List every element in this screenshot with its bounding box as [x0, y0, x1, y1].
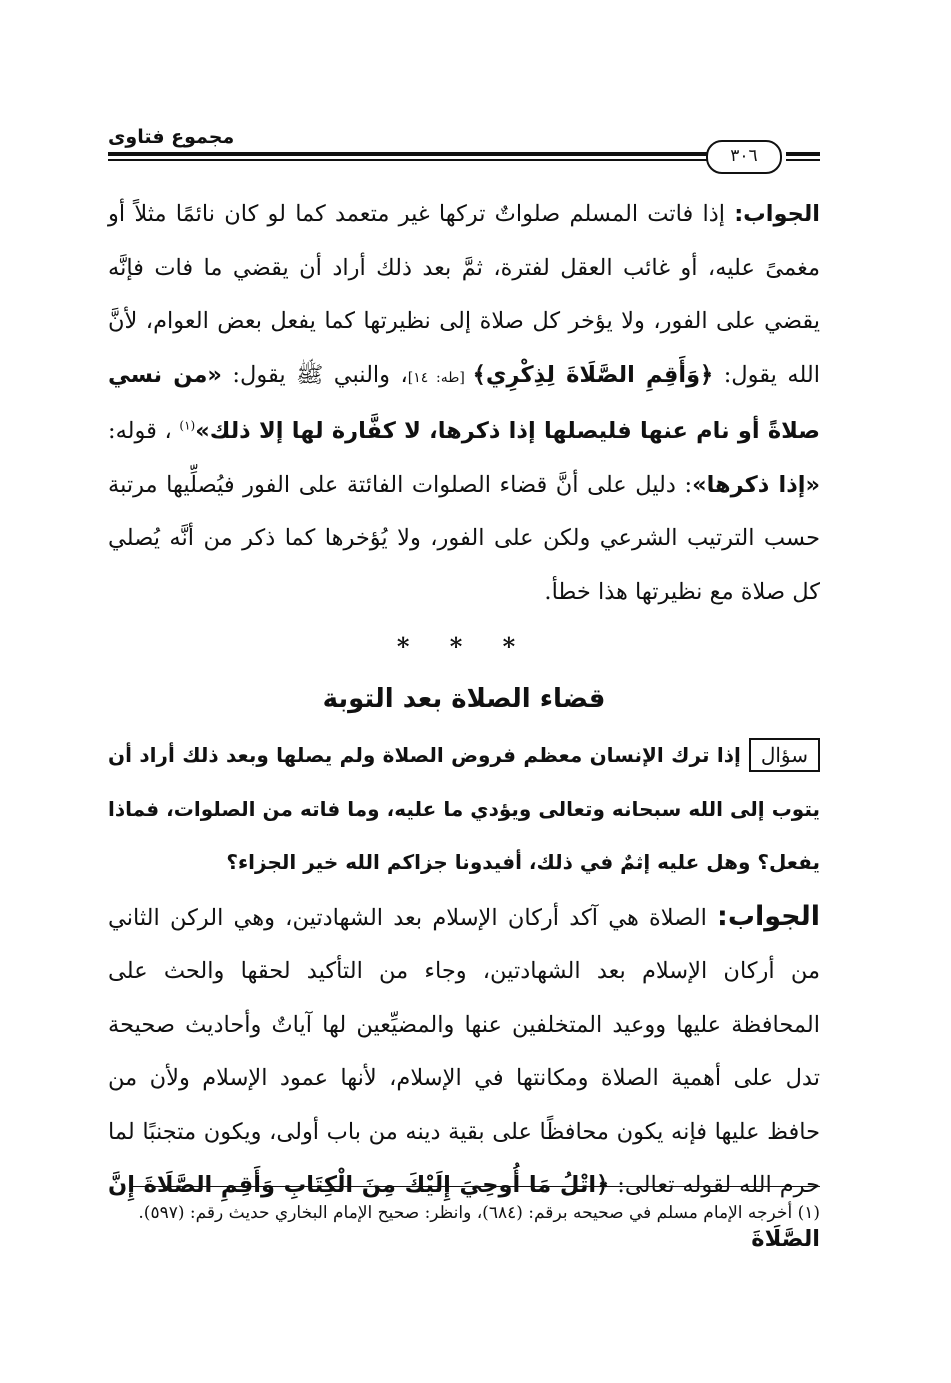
question-label: سؤال [749, 738, 820, 772]
quran-verse: ﴿اتْلُ مَا أُوحِيَ إِلَيْكَ مِنَ الْكِتَابِ وَأَقِمِ الصَّلَاةَ إِنَّ الصَّلَاةَ [108, 1172, 820, 1252]
footnote-marker: (١) [179, 418, 196, 433]
answer-text: الصلاة هي آكد أركان الإسلام بعد الشهادتين، وهي الركن الثاني من أركان الإسلام بعد الشهادتين، وجاء من التأكيد لحقها والحث على المحافظة عليها ووعيد المتخلفين عنها والمضيِّعين لها آياتٌ وأحاديث صحيحة تدل على أهمية الصلاة ومكانتها في الإسلام، لأنها عمود الإسلام ولأن من حافظ عليها فإنه يكون محافظًا على بقية دينه من باب أولى، ويكون متجنبًا لما حرم الله لقوله تعالى: [108, 904, 821, 1198]
running-header [108, 118, 820, 168]
question-paragraph [108, 729, 820, 890]
footnote-rule [130, 1186, 820, 1187]
answer-text: ، والنبي ﷺ يقول: [221, 361, 408, 388]
verse-reference: [طه: ١٤] [407, 369, 473, 386]
book-title: مجموع فتاوى [108, 126, 235, 148]
answer-label: الجواب: [717, 900, 820, 932]
answer-label: الجواب: [734, 201, 820, 227]
page-body [108, 188, 820, 1266]
section-separator: * * * [396, 632, 532, 661]
question-text: إذا ترك الإنسان معظم فروض الصلاة ولم يصلها وبعد ذلك أراد أن يتوب إلى الله سبحانه وتعالى ويؤدي ما عليه، وما فاته من الصلوات، فماذا يفعل؟ وهل عليه إثمٌ في ذلك، أفيدونا جزاكم الله خير الجزاء؟ [108, 743, 820, 874]
header-rule-right [786, 152, 820, 161]
answer-text: إذا فاتت المسلم صلواتٌ تركها غير متعمد كما لو كان نائمًا مثلاً أو مغمىً عليه، أو غائب العقل لفترة، ثمَّ بعد ذلك أراد أن يقضي ما فات فإنَّه يقضي على الفور، ولا يؤخر كل صلاة إلى نظيرتها كما يفعل بعض العوام، لأنَّ الله يقول: [108, 201, 820, 388]
hadith-excerpt: «إذا ذكرها» [692, 471, 820, 498]
answer-paragraph-1 [108, 188, 820, 619]
hadith-quote: «من نسي صلاةً أو نام عنها فليصلها إذا ذكرها، لا كفَّارة لها إلا ذلك» [108, 361, 820, 444]
answer-text: : دليل على أنَّ قضاء الصلوات الفائتة على الفور فيُصلِّيها مرتبة حسب الترتيب الشرعي ولكن على الفور، ولا يُؤخرها كما ذكر من أنَّه يُصلي كل صلاة مع نظيرتها هذا خطأ. [108, 471, 820, 605]
page-number: ٣٠٦ [706, 140, 782, 174]
section-title: قضاء الصلاة بعد التوبة [322, 684, 606, 714]
quran-verse: ﴿وَأَقِمِ الصَّلَاةَ لِذِكْرِي﴾ [472, 361, 714, 388]
footnote: (١) أخرجه الإمام مسلم في صحيحه برقم: (٦٨٤)، وانظر: صحيح الإمام البخاري حديث رقم: (٥٩٧). [138, 1203, 820, 1223]
answer-text: ، قوله: [108, 418, 180, 444]
header-rule [108, 152, 708, 161]
